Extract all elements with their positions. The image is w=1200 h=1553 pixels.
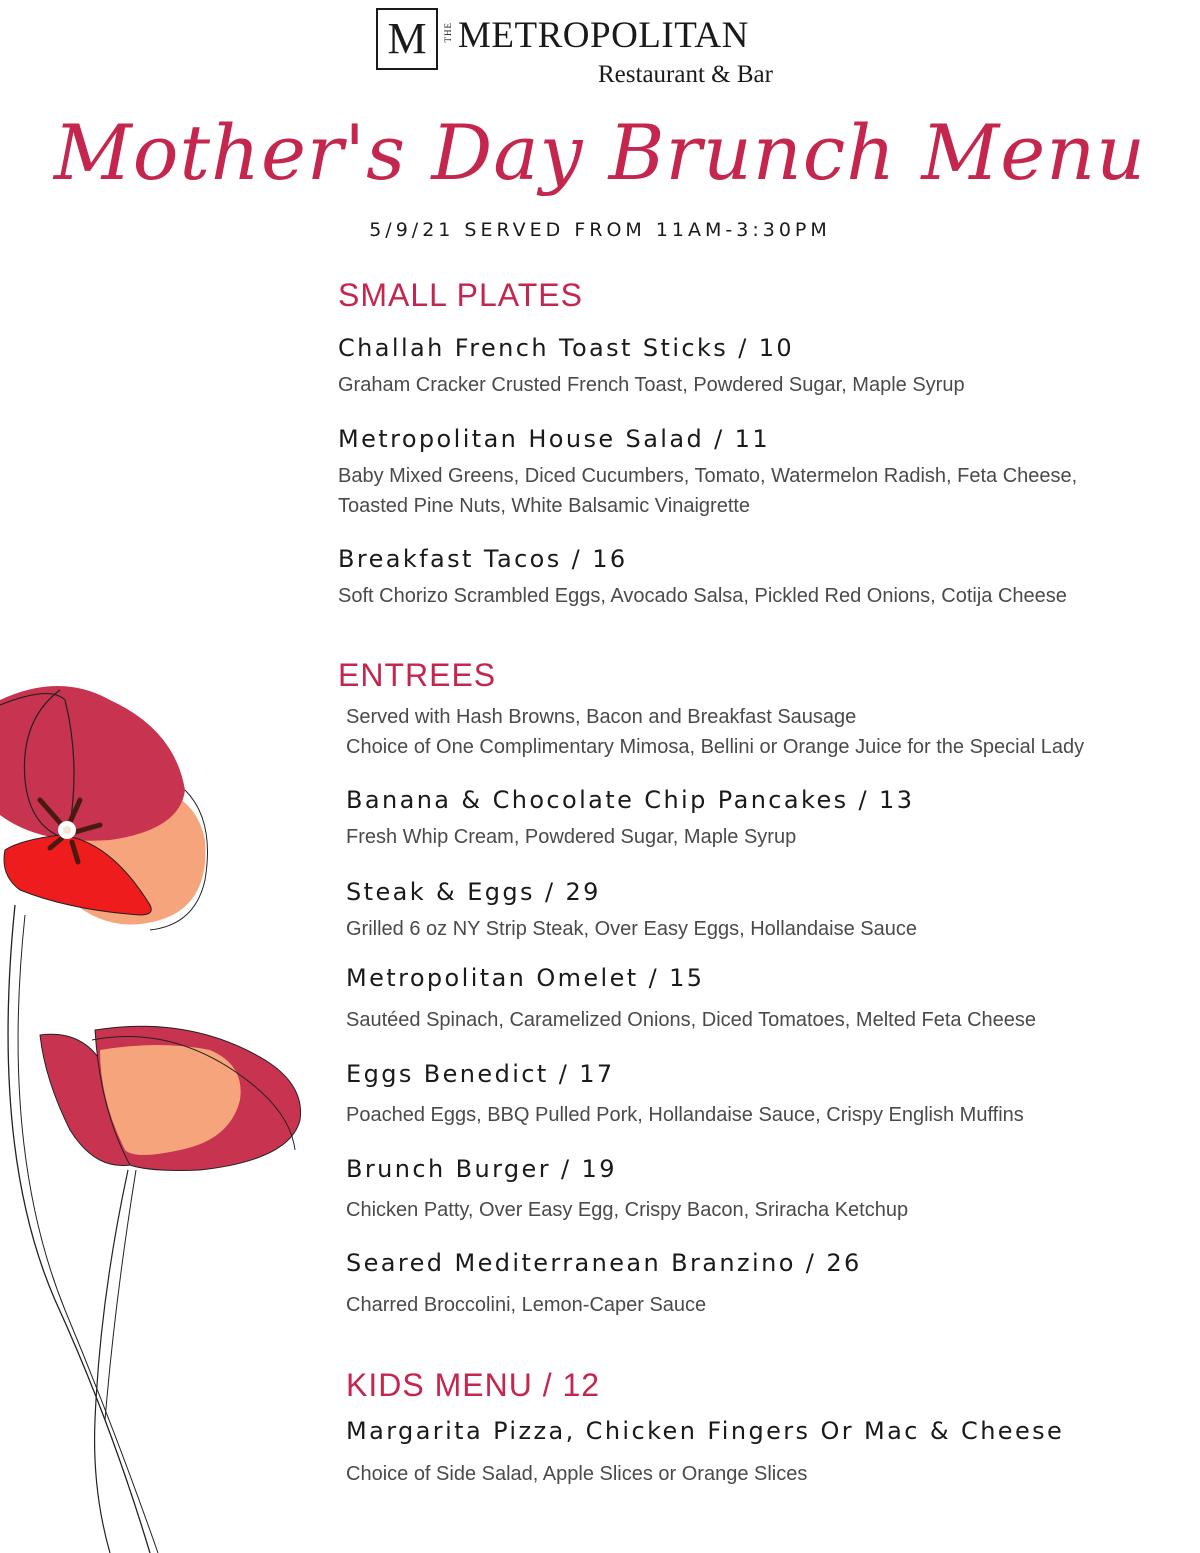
menu-item-description: Fresh Whip Cream, Powdered Sugar, Maple Syrup: [346, 826, 797, 848]
entrees-note: Served with Hash Browns, Bacon and Breakfast Sausage: [346, 706, 857, 728]
service-date-line: 5/9/21 SERVED FROM 11AM-3:30PM: [369, 219, 831, 241]
section-heading-kids-menu: KIDS MENU / 12: [346, 1367, 601, 1403]
menu-item-title: Challah French Toast Sticks / 10: [338, 334, 795, 362]
menu-item-title: Breakfast Tacos / 16: [338, 545, 628, 573]
logo-name: METROPOLITAN: [458, 15, 749, 56]
menu-title: Mother's Day Brunch Menu: [53, 108, 1147, 197]
menu-item-description: Soft Chorizo Scrambled Eggs, Avocado Salsa, Pickled Red Onions, Cotija Cheese: [338, 585, 1067, 607]
entrees-note: Choice of One Complimentary Mimosa, Bellini or Orange Juice for the Special Lady: [346, 736, 1085, 758]
section-heading-entrees: ENTREES: [338, 657, 497, 693]
menu-item-title: Seared Mediterranean Branzino / 26: [346, 1249, 862, 1277]
menu-item-description: Charred Broccolini, Lemon-Caper Sauce: [346, 1294, 707, 1316]
menu-item-description: Grilled 6 oz NY Strip Steak, Over Easy Eggs, Hollandaise Sauce: [346, 918, 918, 940]
menu-item-title: Metropolitan Omelet / 15: [346, 964, 705, 992]
logo-subtitle: Restaurant & Bar: [598, 61, 773, 88]
menu-item-description: Choice of Side Salad, Apple Slices or Orange Slices: [346, 1463, 808, 1485]
menu-item-description: Graham Cracker Crusted French Toast, Powdered Sugar, Maple Syrup: [338, 374, 965, 396]
menu-item-title: Metropolitan House Salad / 11: [338, 425, 770, 453]
menu-item-title: Banana & Chocolate Chip Pancakes / 13: [346, 786, 915, 814]
menu-item-title: Steak & Eggs / 29: [346, 878, 601, 906]
menu-item-description: Toasted Pine Nuts, White Balsamic Vinaigrette: [338, 495, 751, 517]
poppy-flowers-illustration: [0, 670, 320, 1553]
menu-item-description: Chicken Patty, Over Easy Egg, Crispy Bacon, Sriracha Ketchup: [346, 1199, 909, 1221]
menu-item-title: Eggs Benedict / 17: [346, 1060, 615, 1088]
menu-item-description: Poached Eggs, BBQ Pulled Pork, Hollandaise Sauce, Crispy English Muffins: [346, 1104, 1024, 1126]
menu-item-description: Sautéed Spinach, Caramelized Onions, Diced Tomatoes, Melted Feta Cheese: [346, 1009, 1037, 1031]
logo-monogram: M: [376, 8, 438, 70]
menu-item-title: Margarita Pizza, Chicken Fingers Or Mac & Cheese: [346, 1417, 1065, 1445]
section-heading-small-plates: SMALL PLATES: [338, 277, 583, 313]
menu-item-description: Baby Mixed Greens, Diced Cucumbers, Tomato, Watermelon Radish, Feta Cheese,: [338, 465, 1078, 487]
logo-the: THE: [443, 22, 453, 43]
menu-item-title: Brunch Burger / 19: [346, 1155, 617, 1183]
